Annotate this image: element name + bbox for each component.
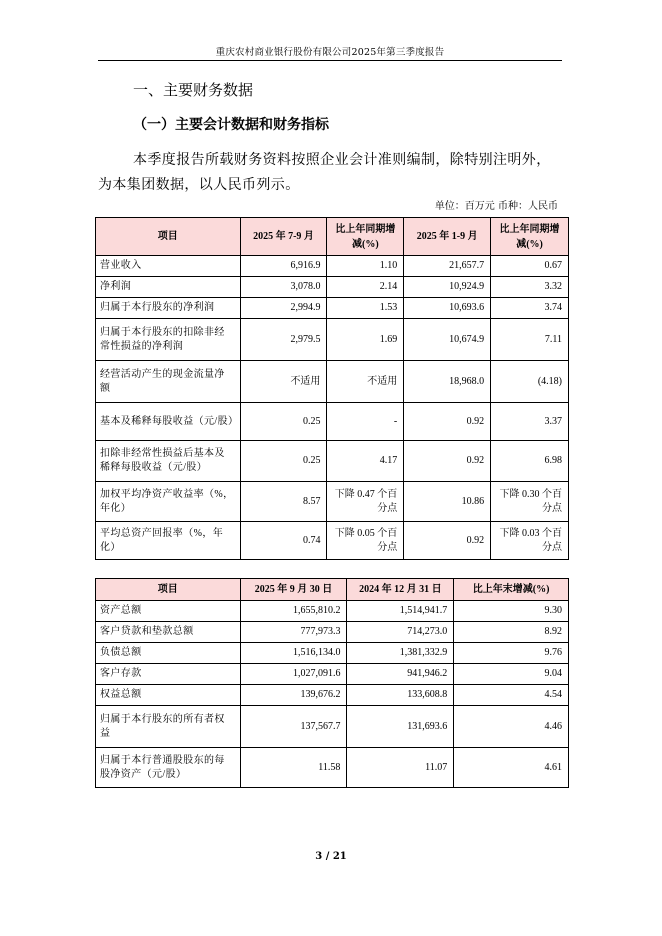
column-header: 项目 [96,579,241,601]
cell-value: 131,693.6 [347,706,454,748]
cell-value: 8.57 [240,482,327,522]
cell-value: 下降 0.30 个百分点 [491,482,569,522]
cell-value: - [327,403,404,441]
cell-value: 10.86 [404,482,491,522]
row-label: 归属于本行股东的扣除非经常性损益的净利润 [96,319,241,361]
cell-value: 11.07 [347,748,454,788]
section-heading-2: （一）主要会计数据和财务指标 [133,117,329,133]
table-row [96,522,569,560]
cell-value: 10,924.9 [404,277,491,298]
table-header-row [96,579,569,601]
row-label: 平均总资产回报率（%，年化） [96,522,241,560]
cell-value: 4.46 [454,706,569,748]
row-label: 负债总额 [96,643,241,664]
cell-value: 下降 0.03 个百分点 [491,522,569,560]
row-label: 归属于本行股东的净利润 [96,298,241,319]
table-row [96,685,569,706]
cell-value: 0.74 [240,522,327,560]
column-header: 2025 年 9 月 30 日 [240,579,347,601]
table-row [96,482,569,522]
cell-value: 941,946.2 [347,664,454,685]
table-header-row [96,218,569,256]
cell-value: 1.69 [327,319,404,361]
cell-value: 4.54 [454,685,569,706]
balance-data-table [95,578,569,788]
cell-value: 6.98 [491,441,569,482]
row-label: 加权平均净资产收益率（%，年化） [96,482,241,522]
cell-value: 0.92 [404,403,491,441]
cell-value: 9.30 [454,601,569,622]
row-label: 客户贷款和垫款总额 [96,622,241,643]
table-row [96,622,569,643]
cell-value: 1,655,810.2 [240,601,347,622]
column-header: 2024 年 12 月 31 日 [347,579,454,601]
column-header: 2025 年 1-9 月 [404,218,491,256]
table-row [96,643,569,664]
cell-value: 8.92 [454,622,569,643]
row-label: 客户存款 [96,664,241,685]
unit-note: 单位：百万元 币种：人民币 [434,201,558,212]
column-header: 项目 [96,218,241,256]
row-label: 基本及稀释每股收益（元/股） [96,403,241,441]
cell-value: 11.58 [240,748,347,788]
table-row [96,664,569,685]
column-header: 比上年末增减(%) [454,579,569,601]
cell-value: 137,567.7 [240,706,347,748]
cell-value: 6,916.9 [240,256,327,277]
table-row [96,319,569,361]
page-header: 重庆农村商业银行股份有限公司2025年第三季度报告 [215,47,445,58]
table-row [96,748,569,788]
cell-value: 0.25 [240,403,327,441]
cell-value: 1.10 [327,256,404,277]
cell-value: 4.17 [327,441,404,482]
table-row [96,403,569,441]
header-divider [98,60,562,61]
cell-value: 3.74 [491,298,569,319]
cell-value: 1,027,091.6 [240,664,347,685]
cell-value: 0.92 [404,522,491,560]
section-heading-1: 一、主要财务数据 [133,81,254,99]
cell-value: 2,979.5 [240,319,327,361]
cell-value: 3.32 [491,277,569,298]
cell-value: 139,676.2 [240,685,347,706]
table-row [96,706,569,748]
cell-value: 2.14 [327,277,404,298]
cell-value: 不适用 [327,361,404,403]
cell-value: 714,273.0 [347,622,454,643]
cell-value: 下降 0.05 个百分点 [327,522,404,560]
cell-value: 21,657.7 [404,256,491,277]
row-label: 扣除非经常性损益后基本及稀释每股收益（元/股） [96,441,241,482]
cell-value: 4.61 [454,748,569,788]
row-label: 净利润 [96,277,241,298]
row-label: 权益总额 [96,685,241,706]
row-label: 归属于本行普通股股东的每股净资产（元/股） [96,748,241,788]
table-row [96,441,569,482]
page-number: 3 / 21 [315,851,347,862]
table-row [96,277,569,298]
cell-value: 3.37 [491,403,569,441]
cell-value: 不适用 [240,361,327,403]
row-label: 归属于本行股东的所有者权益 [96,706,241,748]
cell-value: 10,674.9 [404,319,491,361]
cell-value: 10,693.6 [404,298,491,319]
intro-paragraph: 本季度报告所载财务资料按照企业会计准则编制，除特别注明外，为本集团数据，以人民币列示。 [98,152,551,193]
row-label: 经营活动产生的现金流量净额 [96,361,241,403]
cell-value: (4.18) [491,361,569,403]
column-header: 比上年同期增减(%) [327,218,404,256]
cell-value: 9.76 [454,643,569,664]
row-label: 资产总额 [96,601,241,622]
table-row [96,601,569,622]
cell-value: 1,381,332.9 [347,643,454,664]
column-header: 比上年同期增减(%) [491,218,569,256]
cell-value: 0.92 [404,441,491,482]
cell-value: 133,608.8 [347,685,454,706]
cell-value: 3,078.0 [240,277,327,298]
cell-value: 0.25 [240,441,327,482]
cell-value: 下降 0.47 个百分点 [327,482,404,522]
cell-value: 9.04 [454,664,569,685]
table-row [96,298,569,319]
cell-value: 2,994.9 [240,298,327,319]
cell-value: 1.53 [327,298,404,319]
table-row [96,256,569,277]
row-label: 营业收入 [96,256,241,277]
cell-value: 0.67 [491,256,569,277]
cell-value: 1,516,134.0 [240,643,347,664]
column-header: 2025 年 7-9 月 [240,218,327,256]
accounting-data-table [95,217,569,560]
cell-value: 1,514,941.7 [347,601,454,622]
table-row [96,361,569,403]
cell-value: 777,973.3 [240,622,347,643]
cell-value: 18,968.0 [404,361,491,403]
cell-value: 7.11 [491,319,569,361]
